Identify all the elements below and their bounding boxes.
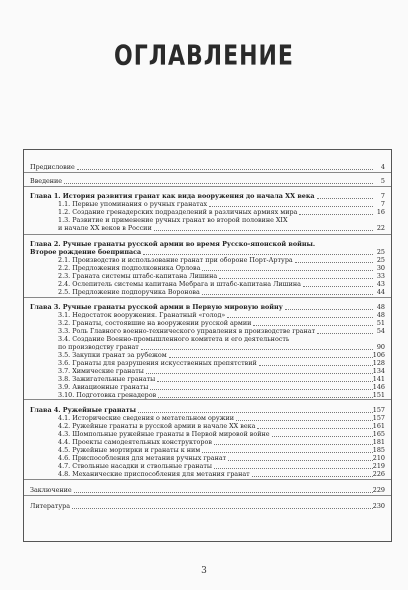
toc-chapter-row[interactable] — [24, 486, 391, 494]
toc-page-number: 106 — [372, 351, 385, 359]
toc-section-row[interactable] — [24, 422, 391, 430]
toc-page-number: 4 — [380, 163, 385, 171]
toc-leader-dots — [150, 389, 373, 390]
toc-leader-dots — [295, 262, 373, 263]
toc-section-row[interactable] — [24, 319, 391, 327]
toc-leader-dots — [219, 278, 373, 279]
section-divider — [24, 186, 391, 187]
toc-section-row[interactable] — [24, 280, 391, 288]
toc-page-number: 48 — [376, 303, 385, 311]
toc-leader-dots — [317, 198, 373, 199]
toc-page-number: 210 — [372, 454, 385, 462]
toc-page-number: 30 — [376, 264, 385, 272]
toc-section-row[interactable] — [24, 311, 391, 319]
toc-page-number: 219 — [372, 462, 385, 470]
toc-entry-title: Глава 2. Ручные гранаты русской армии во время Русско-японской войны. — [30, 240, 316, 248]
toc-entry-title: Второе рождение боеприпаса — [30, 248, 142, 256]
page-title: ОГЛАВЛЕНИЕ — [114, 40, 294, 73]
toc-section-row[interactable] — [24, 343, 391, 351]
toc-leader-dots — [257, 428, 373, 429]
toc-section-row[interactable] — [24, 272, 391, 280]
toc-section-row[interactable] — [24, 470, 391, 478]
toc-leader-dots — [214, 468, 373, 469]
toc-leader-dots — [169, 357, 373, 358]
section-divider — [24, 297, 391, 298]
section-divider — [24, 172, 391, 173]
toc-leader-dots — [72, 508, 373, 509]
toc-section-row[interactable] — [24, 264, 391, 272]
toc-page-number: 7 — [380, 200, 385, 208]
toc-leader-dots — [228, 460, 373, 461]
toc-entry-title: 2.3. Граната системы штабс-капитана Лишина — [58, 272, 218, 280]
toc-section-row[interactable] — [24, 414, 391, 422]
toc-page-number: 165 — [372, 430, 385, 438]
toc-section-row[interactable] — [24, 256, 391, 264]
toc-entry-title: 3.8. Зажигательные гранаты — [58, 375, 156, 383]
toc-chapter-row[interactable] — [24, 248, 391, 256]
toc-leader-dots — [146, 373, 373, 374]
toc-entry-title: 1.1. Первые упоминания о ручных гранатах — [58, 200, 208, 208]
toc-page-number: 5 — [380, 177, 385, 185]
toc-entry-title: 4.2. Ружейные гранаты в русской армии в начале XX века — [58, 422, 256, 430]
toc-entry-title: 2.4. Ослепитель системы капитана Мебрага и штабс-капитана Лишина — [58, 280, 301, 288]
toc-section-row[interactable] — [24, 446, 391, 454]
toc-page-number: 48 — [376, 311, 385, 319]
toc-page-number: 54 — [376, 327, 385, 335]
toc-page-number: 161 — [372, 422, 385, 430]
toc-entry-title: 4.8. Механические приспособления для метания гранат — [58, 470, 250, 478]
toc-page-number: 157 — [372, 406, 385, 414]
toc-chapter-row[interactable] — [24, 177, 391, 185]
toc-entry-title: 4.7. Ствольные насадки и ствольные гранаты — [58, 462, 212, 470]
toc-page-number: 229 — [372, 486, 385, 494]
toc-page-number: 185 — [372, 446, 385, 454]
toc-section-row[interactable] — [24, 383, 391, 391]
toc-entry-title: Глава 4. Ружейные гранаты — [30, 406, 137, 414]
toc-chapter-row[interactable] — [24, 240, 391, 248]
toc-entry-title: 3.4. Создание Военно-промышленного комитета и его деятельность — [58, 335, 290, 343]
toc-page-number: 151 — [372, 391, 385, 399]
toc-leader-dots — [202, 294, 373, 295]
toc-entry-title: 4.1. Исторические сведения о метательном оружии — [58, 414, 235, 422]
toc-section-row[interactable] — [24, 224, 391, 232]
toc-leader-dots — [252, 476, 373, 477]
toc-entry-title: 3.5. Закупки гранат за рубежом — [58, 351, 167, 359]
toc-leader-dots — [158, 397, 373, 398]
toc-leader-dots — [214, 444, 373, 445]
toc-section-row[interactable] — [24, 391, 391, 399]
toc-page-number: 230 — [372, 502, 385, 510]
toc-page-number: 25 — [376, 256, 385, 264]
toc-page-number: 43 — [376, 280, 385, 288]
toc-entry-title: по производству гранат — [58, 343, 139, 351]
toc-entry-title: 3.3. Роль Главного военно-технического управления в производстве гранат — [58, 327, 316, 335]
toc-page-number: 134 — [372, 367, 385, 375]
toc-leader-dots — [202, 270, 373, 271]
toc-entry-title: 3.7. Химические гранаты — [58, 367, 144, 375]
section-divider — [24, 399, 391, 400]
toc-section-row[interactable] — [24, 200, 391, 208]
toc-section-row[interactable] — [24, 351, 391, 359]
toc-section-row[interactable] — [24, 327, 391, 335]
toc-section-row[interactable] — [24, 375, 391, 383]
toc-page-number: 146 — [372, 383, 385, 391]
toc-leader-dots — [209, 206, 373, 207]
toc-entry-title: Предисловие — [30, 163, 75, 171]
toc-leader-dots — [227, 317, 373, 318]
toc-entry-title: 4.4. Проекты самодеятельных конструкторов — [58, 438, 212, 446]
toc-chapter-row[interactable] — [24, 192, 391, 200]
toc-page-number: 157 — [372, 414, 385, 422]
toc-leader-dots — [303, 286, 373, 287]
toc-frame — [23, 149, 392, 542]
toc-page-number: 181 — [372, 438, 385, 446]
toc-section-row[interactable] — [24, 462, 391, 470]
toc-leader-dots — [157, 381, 373, 382]
section-divider — [24, 495, 391, 496]
toc-chapter-row[interactable] — [24, 406, 391, 414]
toc-page-number: 226 — [372, 470, 385, 478]
toc-leader-dots — [74, 492, 373, 493]
toc-entry-title: 4.6. Приспособления для метания ручных гранат — [58, 454, 227, 462]
toc-leader-dots — [253, 325, 373, 326]
toc-entry-title: 4.5. Ружейные мортирки и гранаты к ним — [58, 446, 201, 454]
toc-entry-title: 2.2. Предложения подполковника Орлова — [58, 264, 201, 272]
toc-entry-title: 3.6. Гранаты для разрушения искусственных препятствий — [58, 359, 257, 367]
toc-leader-dots — [202, 452, 373, 453]
toc-leader-dots — [154, 230, 373, 231]
toc-entry-title: 1.3. Развитие и применение ручных гранат во второй половине XIX — [58, 216, 288, 224]
toc-entry-title: 3.2. Гранаты, состоявшие на вооружении русской армии — [58, 319, 252, 327]
toc-leader-dots — [77, 169, 373, 170]
toc-section-row[interactable] — [24, 208, 391, 216]
toc-page-number: 25 — [376, 248, 385, 256]
toc-section-row[interactable] — [24, 367, 391, 375]
toc-leader-dots — [272, 436, 373, 437]
toc-page-number: 51 — [376, 319, 385, 327]
toc-entry-title: 3.1. Недостаток вооружения. Гранатный «голод» — [58, 311, 226, 319]
toc-leader-dots — [143, 254, 373, 255]
toc-leader-dots — [138, 412, 373, 413]
toc-chapter-row[interactable] — [24, 502, 391, 510]
toc-section-row[interactable] — [24, 288, 391, 296]
toc-leader-dots — [141, 349, 373, 350]
toc-page-number: 141 — [372, 375, 385, 383]
toc-leader-dots — [285, 309, 373, 310]
toc-entry-title: 1.2. Создание гренадерских подразделений в различных армиях мира — [58, 208, 298, 216]
toc-entry-title: Литература — [30, 502, 71, 510]
toc-section-row[interactable] — [24, 438, 391, 446]
toc-leader-dots — [64, 183, 373, 184]
toc-entry-title: 2.5. Предложение подпоручика Воронова — [58, 288, 200, 296]
toc-page-number: 33 — [376, 272, 385, 280]
toc-page-number: 128 — [372, 359, 385, 367]
toc-entry-title: 3.10. Подготовка гренадеров — [58, 391, 157, 399]
section-divider — [24, 479, 391, 480]
toc-leader-dots — [317, 333, 373, 334]
page-number: 3 — [201, 566, 207, 576]
toc-section-row[interactable] — [24, 335, 391, 343]
toc-section-row[interactable] — [24, 216, 391, 224]
toc-page-number: 16 — [376, 208, 385, 216]
toc-entry-title: и начале XX веков в России — [58, 224, 152, 232]
toc-chapter-row[interactable] — [24, 163, 391, 171]
toc-section-row[interactable] — [24, 430, 391, 438]
toc-chapter-row[interactable] — [24, 303, 391, 311]
toc-section-row[interactable] — [24, 359, 391, 367]
toc-leader-dots — [299, 214, 373, 215]
toc-leader-dots — [259, 365, 373, 366]
toc-entry-title: Введение — [30, 177, 63, 185]
toc-leader-dots — [236, 420, 373, 421]
toc-entry-title: Глава 3. Ручные гранаты русской армии в Первую мировую войну — [30, 303, 283, 311]
toc-page-number: 44 — [376, 288, 385, 296]
toc-entry-title: 3.9. Авиационные гранаты — [58, 383, 149, 391]
toc-entry-title: Глава 1. История развития гранат как вида вооружения до начала XX века — [30, 192, 315, 200]
toc-entry-title: 4.3. Шомпольные ружейные гранаты в Первой мировой войне — [58, 430, 270, 438]
toc-page-number: 7 — [380, 192, 385, 200]
toc-page-number: 90 — [376, 343, 385, 351]
toc-entry-title: 2.1. Производство и использование гранат при обороне Порт-Артура — [58, 256, 293, 264]
toc-entry-title: Заключение — [30, 486, 72, 494]
toc-section-row[interactable] — [24, 454, 391, 462]
toc-page-number: 22 — [376, 224, 385, 232]
section-divider — [24, 234, 391, 235]
